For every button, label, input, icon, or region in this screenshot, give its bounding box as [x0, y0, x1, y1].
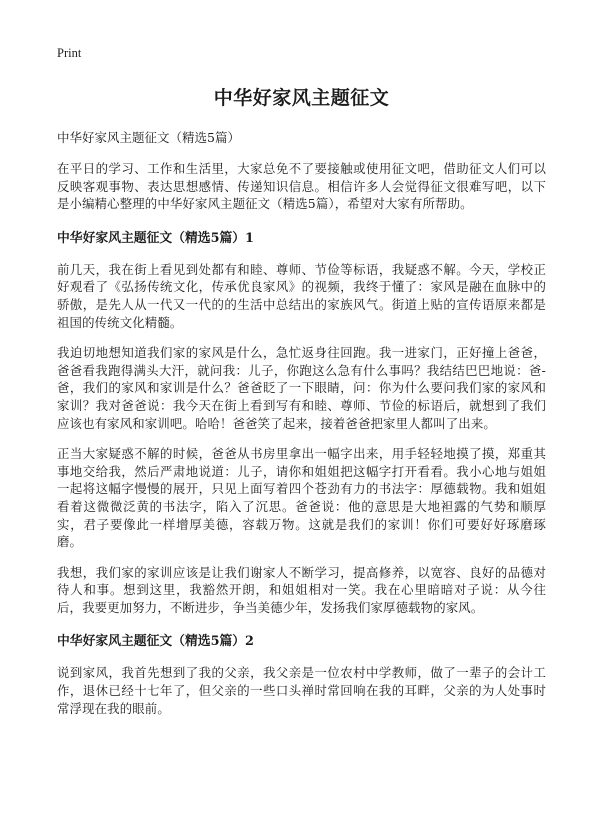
document-title: 中华好家风主题征文 — [213, 87, 390, 109]
section-1-paragraph-4: 我想，我们家的家训应该是让我们谢家人不断学习，提高修养，以宽容、良好的品德对待人和事。想到这里，我豁然开朗，和姐姐相对一笑。我在心里暗暗对子说：从今往后，我要更加努力，不断进步，争当美德少年，发扬我们家厚德载物的家风。 — [57, 564, 546, 615]
intro-paragraph: 在平日的学习、工作和生活里，大家总免不了要接触或使用征文吧，借助征文人们可以反映客观事物、表达思想感情、传递知识信息。相信许多人会觉得征文很难写吧，以下是小编精心整理的中华好家风主题征文（精选5篇），希望对大家有所帮助。 — [57, 161, 546, 212]
section-2-paragraph-1: 说到家风，我首先想到了我的父亲，我父亲是一位农村中学教师，做了一辈子的会计工作，退休已经十七年了，但父亲的一些口头禅时常回响在我的耳畔，父亲的为人处事时常浮现在我的眼前。 — [57, 665, 546, 716]
section-heading-2: 中华好家风主题征文（精选5篇）2 — [57, 634, 254, 650]
print-link[interactable]: Print — [57, 46, 82, 60]
section-1-paragraph-1: 前几天，我在街上看见到处都有和睦、尊师、节俭等标语，我疑惑不解。今天，学校正好观看了《弘扬传统文化，传承优良家风》的视频，我终于懂了：家风是融在血脉中的骄傲，是先人从一代又一代的的生活中总结出的家族风气。街道上贴的宣传语原来都是祖国的传统文化精髓。 — [57, 261, 546, 330]
section-heading-1: 中华好家风主题征文（精选5篇）1 — [57, 230, 254, 246]
section-1-paragraph-3: 正当大家疑惑不解的时候，爸爸从书房里拿出一幅字出来，用手轻轻地摸了摸，郑重其事地交给我，然后严肃地说道：儿子，请你和姐姐把这幅字打开看看。我小心地与姐姐一起将这幅字慢慢的展开，只见上面写着四个苍劲有力的书法字：厚德载物。我和姐姐看着这微微泛黄的书法字，陷入了沉思。爸爸说：他的意思是大地袒露的气势和顺厚实，君子要像此一样增厚美德，容载万物。这就是我们的家训！你们可要好好琢磨琢磨。 — [57, 446, 546, 550]
document-subtitle: 中华好家风主题征文（精选5篇） — [57, 130, 240, 145]
section-1-paragraph-2: 我迫切地想知道我们家的家风是什么，急忙返身往回跑。我一进家门，正好撞上爸爸，爸爸看我跑得满头大汗，就问我：儿子，你跑这么急有什么事吗？我结结巴巴地说：爸-爸，我们的家风和家训是什么？爸爸眨了一下眼睛，问：你为什么要问我们家的家风和家训？我对爸爸说：我今天在街上看到写有和睦、尊师、节俭的标语后，就想到了我们应该也有家风和家训吧。哈哈！爸爸笑了起来，接着爸爸把家里人都叫了出来。 — [57, 345, 546, 431]
